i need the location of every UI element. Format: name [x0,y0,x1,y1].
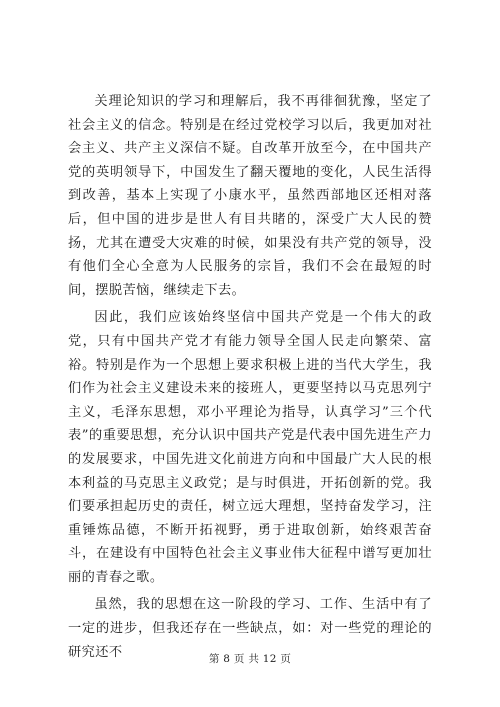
paragraph-1: 关理论知识的学习和理解后，我不再徘徊犹豫，坚定了社会主义的信念。特别是在经过党校学习以后，我更加对社会主义、共产主义深信不疑。自改革开放至今，在中国共产党的英明领导下，中国发生了翻天覆地的变化，人民生活得到改善，基本上实现了小康水平，虽然西部地区还相对落后，但中国的进步是世人有目共睹的，深受广大人民的赞扬，尤其在遭受大灾难的时候，如果没有共产党的领导，没有他们全心全意为人民服务的宗旨，我们不会在最短的时间，摆脱苦恼，继续走下去。 [68,94,432,298]
paragraph-2: 因此，我们应该始终坚信中国共产党是一个伟大的政党，只有中国共产党才有能力领导全国人民走向繁荣、富裕。特别是作为一个思想上要求积极上进的当代大学生，我们作为社会主义建设未来的接班人，更要坚持以马克思列宁主义，毛泽东思想，邓小平理论为指导，认真学习”三个代表”的重要思想，充分认识中国共产党是代表中国先进生产力的发展要求，中国先进文化前进方向和中国最广大人民的根本利益的马克思主义政党；是与时俱进，开拓创新的党。我们要承担起历史的责任，树立远大理想，坚持奋发学习，注重锤炼品德，不断开拓视野，勇于进取创新，始终艰苦奋斗，在建设有中国特色社会主义事业伟大征程中谱写更加壮丽的青春之歌。 [68,310,432,585]
document-body [68,90,432,664]
page-footer: 第 8 页 共 12 页 [208,653,292,665]
paragraph-3: 虽然，我的思想在这一阶段的学习、工作、生活中有了一定的进步，但我还存在一些缺点，如：对一些党的理论的研究还不 [68,597,432,660]
